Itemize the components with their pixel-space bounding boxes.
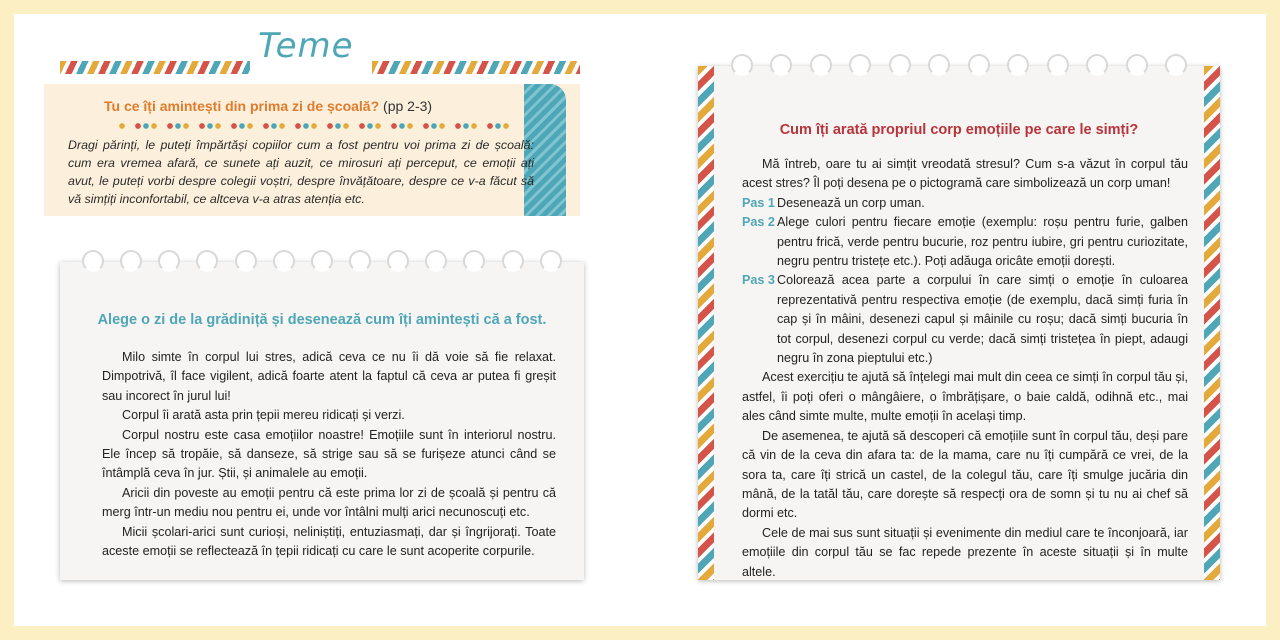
paragraph: Aricii din poveste au emoții pentru că este prima lor zi de școală și pentru că merg într-un mediu nou pentru ei, unde vor întâlni mulți arici necunoscuți etc. — [102, 485, 556, 520]
ring-icon — [889, 54, 911, 76]
ring-icon — [1007, 54, 1029, 76]
banner-text: Dragi părinți, le puteți împărtăși copiilor cum a fost pentru voi prima zi de școală: cum era vremea afară, ce sunete ați auzit, ce mirosuri ați perceput, ce emoții ați avut, le puteți vorbi despre colegii voștri, despre învățătoare, despre ce v-a făcut să vă simțiți inconfortabil, ce altceva v-a atras atenția etc. — [68, 138, 534, 206]
left-card-body — [102, 348, 556, 561]
left-note-card — [60, 262, 584, 580]
ring-icon — [770, 54, 792, 76]
paragraph: Corpul nostru este casa emoțiilor noastre! Emoțiile sunt în interiorul nostru. Ele încep să tropăie, să danseze, să strige sau să se furișeze atunci când se întâmplă ceva în jur. Știi, și animalele au emoții. — [102, 427, 556, 481]
ring-icon — [849, 54, 871, 76]
intro-paragraph: Mă întreb, oare tu ai simțit vreodată stresul? Cum s-a văzut în corpul tău acest stres? Îl poți desena pe o pictogramă care simbolizează un corp uman! — [742, 157, 1188, 191]
ring-icon — [1047, 54, 1069, 76]
paragraph: Micii școlari-arici sunt curioși, neliniștiți, entuziasmați, dar și îngrijorați. Toate aceste emoții se reflectează în țepii ridicați cu care le sunt acoperite corpurile. — [102, 524, 556, 559]
step-item — [742, 271, 1188, 368]
airmail-border-left — [698, 66, 714, 580]
ring-icon — [540, 250, 562, 272]
step-label: Pas 2 — [742, 215, 775, 230]
step-text: Desenează un corp uman. — [777, 195, 925, 210]
binder-rings — [60, 250, 584, 276]
ring-icon — [311, 250, 333, 272]
right-card-title: Cum îți arată propriul corp emoțiile pe care le simți? — [779, 122, 1139, 138]
step-text: Colorează acea parte a corpului în care simți o emoție în culoarea reprezentativă pentru respectiva emoție (de exemplu, dacă simți furia în cap și în mâini, desenezi capul și mâinile cu roșu; dacă simți bucuria în tot corpul, desenezi corpul cu verde; dacă simți tristețea în piept, adaugi negru în zona pieptului etc.) — [777, 273, 1188, 366]
ring-icon — [387, 250, 409, 272]
step-item — [742, 213, 1188, 271]
ring-icon — [158, 250, 180, 272]
page-title: Teme — [258, 26, 354, 66]
ring-icon — [425, 250, 447, 272]
binder-rings — [698, 54, 1220, 80]
banner-pages: (pp 2-3) — [383, 98, 433, 114]
banner-question: Tu ce îți amintești din prima zi de școală? — [104, 98, 380, 114]
ring-icon — [235, 250, 257, 272]
banner-heading — [104, 98, 432, 114]
paragraph: Milo simte în corpul lui stres, adică ceva ce nu îi dă voie să fie relaxat. Dimpotrivă, îl face vigilent, adică foarte atent la faptul că ceva ar putea fi greșit sau incorect în jurul lui! — [102, 350, 556, 403]
ring-icon — [120, 250, 142, 272]
ring-icon — [1126, 54, 1148, 76]
paragraph: Corpul îi arată asta prin țepii mereu ridicați și verzi. — [122, 408, 405, 423]
ring-icon — [349, 250, 371, 272]
ring-icon — [82, 250, 104, 272]
left-card-title: Alege o zi de la grădiniță și desenează cum îți amintești că a fost. — [97, 312, 547, 328]
heading-stripe-left — [60, 61, 250, 74]
ring-icon — [196, 250, 218, 272]
ring-icon — [1086, 54, 1108, 76]
ring-icon — [273, 250, 295, 272]
heading-stripe-right — [372, 61, 580, 74]
step-label: Pas 1 — [742, 195, 775, 210]
airmail-border-right — [1204, 66, 1220, 580]
paragraph: De asemenea, te ajută să descoperi că emoțiile sunt în corpul tău, deși pare că vin de la ceva din afara ta: de la mama, care nu îți cumpără ce vrei, de la sora ta, care îți strică un castel, de la colegul tău, care îți smulge jucăria din mână, de la tatăl tău, care dorește să respecți ora de somn și tu nu ai chef să dormi etc. — [742, 428, 1188, 521]
step-item — [742, 194, 1188, 213]
step-text: Alege culori pentru fiecare emoție (exemplu: roșu pentru furie, galben pentru frică, verde pentru bucurie, roz pentru iubire, gri pentru curiozitate, negru pentru tristețe etc.). Poți adăuga oricâte emoții dorești. — [777, 215, 1188, 269]
ring-icon — [463, 250, 485, 272]
paragraph: Acest exercițiu te ajută să înțelegi mai mult din ceea ce simți în corpul tău și, astfel, îi poți oferi o mângâiere, o îmbrățișare, o baie caldă, odihnă etc., mai ales când simte multe, multe emoții în același timp. — [742, 370, 1188, 424]
right-note-card — [698, 66, 1220, 580]
paragraph: Cele de mai sus sunt situații și evenimente din mediul care te înconjoară, iar emoțiile din corpul tău se fac repede prezente în aceste situații și în multe altele. — [742, 525, 1188, 579]
ring-icon — [1165, 54, 1187, 76]
step-label: Pas 3 — [742, 273, 775, 288]
right-card-body — [742, 155, 1188, 582]
ring-icon — [810, 54, 832, 76]
dotted-divider-teal — [130, 122, 514, 130]
ring-icon — [928, 54, 950, 76]
ring-icon — [502, 250, 524, 272]
ring-icon — [968, 54, 990, 76]
ring-icon — [731, 54, 753, 76]
